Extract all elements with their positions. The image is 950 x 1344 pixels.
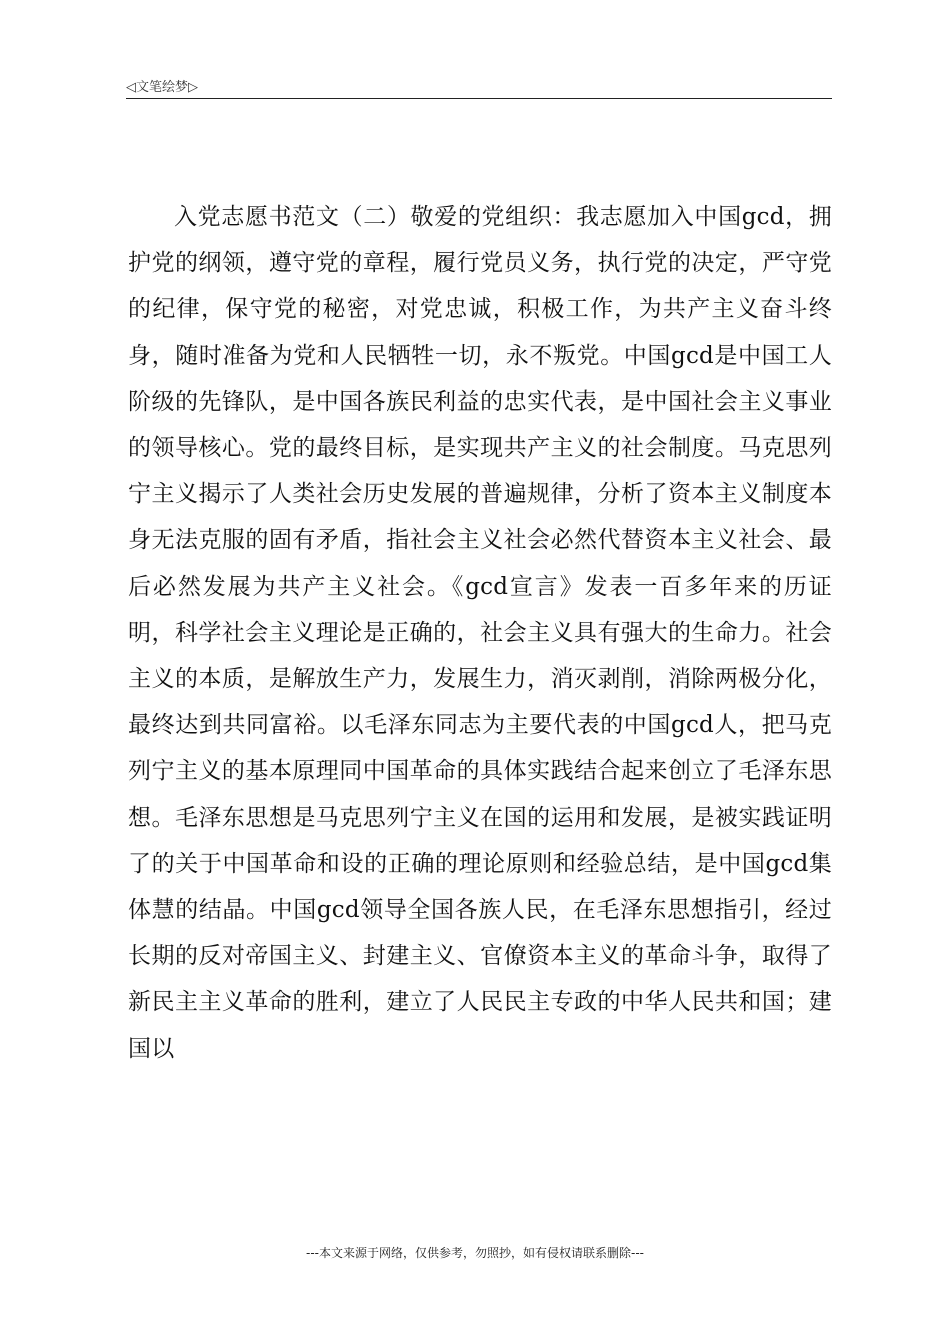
- page-header: [126, 74, 832, 99]
- header-title: ◁文笔绘梦▷: [126, 80, 198, 95]
- footer-notice: ---本文来源于网络，仅供参考，勿照抄，如有侵权请联系删除---: [306, 1246, 644, 1260]
- document-body: 入党志愿书范文（二）敬爱的党组织：我志愿加入中国gcd，拥护党的纲领，遵守党的章程，履行党员义务，执行党的决定，严守党的纪律，保守党的秘密，对党忠诚，积极工作，为共产主义奋斗终身，随时准备为党和人民牺牲一切，永不叛党。中国gcd是中国工人阶级的先锋队，是中国各族民利益的忠实代表，是中国社会主义事业的领导核心。党的最终目标，是实现共产主义的社会制度。马克思列宁主义揭示了人类社会历史发展的普遍规律，分析了资本主义制度本身无法克服的固有矛盾，指社会主义社会必然代替资本主义社会、最后必然发展为共产主义社会。《gcd宣言》发表一百多年来的历证明，科学社会主义理论是正确的，社会主义具有强大的生命力。社会主义的本质，是解放生产力，发展生力，消灭剥削，消除两极分化，最终达到共同富裕。以毛泽东同志为主要代表的中国gcd人，把马克列宁主义的基本原理同中国革命的具体实践结合起来创立了毛泽东思想。毛泽东思想是马克思列宁主义在国的运用和发展，是被实践证明了的关于中国革命和设的正确的理论原则和经验总结，是中国gcd集体慧的结晶。中国gcd领导全国各族人民，在毛泽东思想指引，经过长期的反对帝国主义、封建主义、官僚资本主义的革命斗争，取得了新民主主义革命的胜利，建立了人民民主专政的中华人民共和国；建国以: [128, 204, 832, 1062]
